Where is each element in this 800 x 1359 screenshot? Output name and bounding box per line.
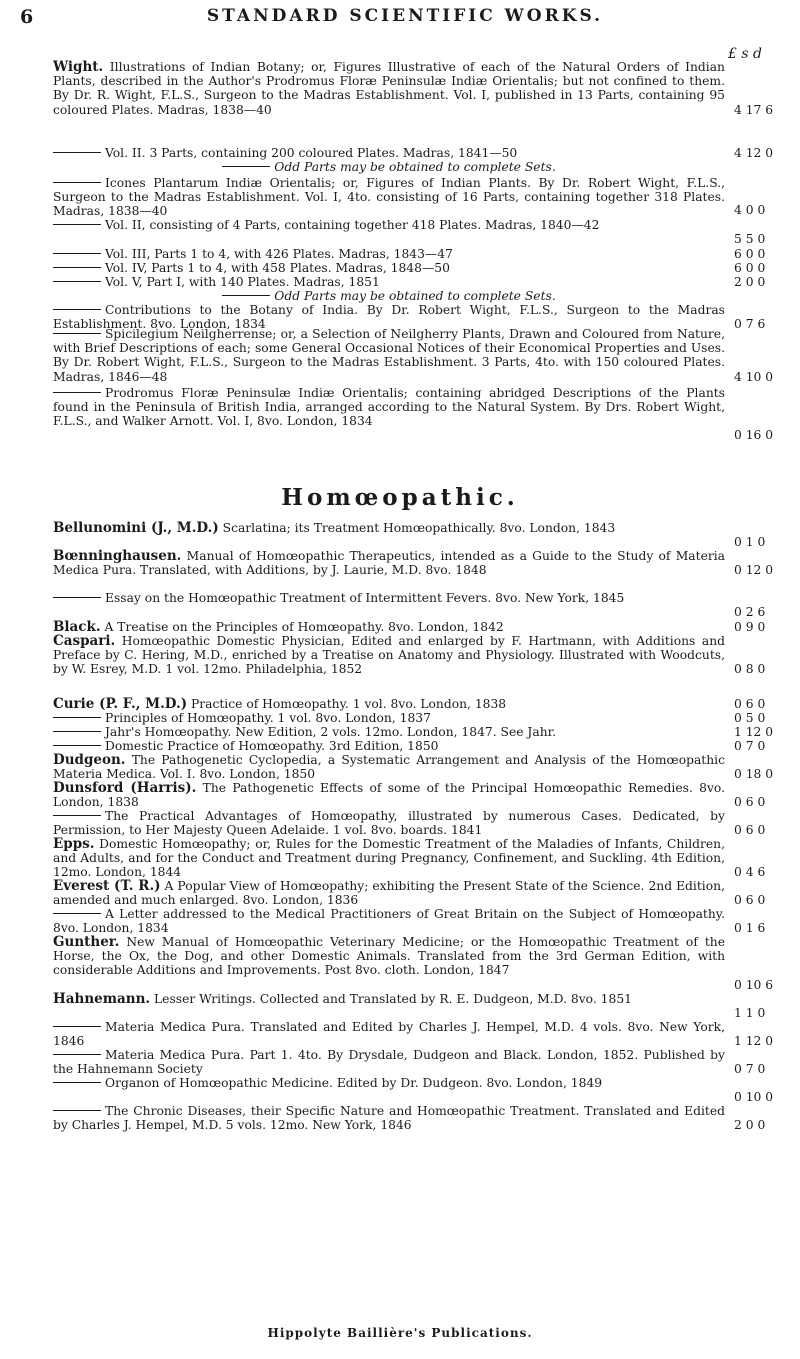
entry-price: 0 6 0: [734, 893, 766, 907]
catalogue-entry: [53, 879, 725, 907]
entry-text: Contributions to the Botany of India. By Dr. Robert Wight, F.L.S., Surgeon to the Madras Establishment. 8vo. London, 1834: [53, 303, 725, 332]
ditto-rule: [53, 1054, 101, 1055]
entry-price: 6 0 0: [734, 261, 766, 275]
catalogue-entry: [53, 176, 725, 219]
entry-price: 0 6 0: [734, 823, 766, 837]
entry-text: Organon of Homœopathic Medicine. Edited by Dr. Dudgeon. 8vo. London, 1849: [105, 1076, 603, 1090]
entry-price: 0 12 0: [734, 563, 774, 577]
entry-author: Everest (T. R.): [53, 878, 161, 894]
entry-text: Manual of Homœopathic Therapeutics, intended as a Guide to the Study of Materia Medica Pura. Translated, with Additions, by J. Laurie, M.D. 8vo. 1848: [53, 549, 725, 578]
entry-price: 2 0 0: [734, 275, 766, 289]
ditto-rule: [53, 182, 101, 183]
currency-header: £ s d: [728, 46, 762, 62]
entry-text: Lesser Writings. Collected and Translated by R. E. Dudgeon, M.D. 8vo. 1851: [154, 992, 632, 1006]
ditto-rule: [53, 253, 101, 254]
section-title: Homœopathic.: [281, 484, 519, 511]
ditto-rule: [53, 745, 101, 746]
catalogue-entry: [53, 620, 725, 634]
entry-price: 0 10 6: [734, 978, 774, 992]
entry-text: A Popular View of Homœopathy; exhibiting the Present State of the Science. 2nd Edition, amended and much enlarged. 8vo. London, 1836: [53, 879, 725, 908]
entry-price: 0 10 0: [734, 1090, 774, 1104]
catalogue-entry: [53, 809, 725, 837]
catalogue-entry: [53, 753, 725, 781]
entry-price: 6 0 0: [734, 247, 766, 261]
ditto-rule: [53, 152, 101, 153]
catalogue-entry: [53, 591, 725, 605]
ditto-rule: [53, 815, 101, 816]
entry-author: Gunther.: [53, 934, 120, 950]
catalogue-entry: [53, 160, 725, 174]
ditto-rule: [53, 731, 101, 732]
entry-price: 2 0 0: [734, 1118, 766, 1132]
catalogue-entry: [53, 697, 725, 711]
entry-text: Vol. II. 3 Parts, containing 200 coloured Plates. Madras, 1841—50: [105, 146, 518, 160]
entry-text: Scarlatina; its Treatment Homœopathically. 8vo. London, 1843: [222, 521, 616, 535]
ditto-rule: [222, 166, 270, 167]
catalogue-entry: [53, 739, 725, 753]
running-head: STANDARD SCIENTIFIC WORKS.: [206, 6, 604, 26]
ditto-rule: [222, 295, 270, 296]
entry-price: 4 10 0: [734, 370, 774, 384]
entry-price: 0 2 6: [734, 605, 766, 619]
ditto-rule: [53, 333, 101, 334]
ditto-rule: [53, 717, 101, 718]
catalogue-entry: [53, 386, 725, 429]
entry-text: Domestic Practice of Homœopathy. 3rd Edition, 1850: [105, 739, 439, 753]
entry-text: The Pathogenetic Cyclopedia, a Systematic Arrangement and Analysis of the Homœopathic Materia Medica. Vol. I. 8vo. London, 1850: [53, 753, 725, 782]
entry-text: The Chronic Diseases, their Specific Nature and Homœopathic Treatment. Translated and Edited by Charles J. Hempel, M.D. 5 vols. 12mo. New York, 1846: [53, 1104, 725, 1133]
entry-price: 1 12 0: [734, 1034, 774, 1048]
entry-author: Dunsford (Harris).: [53, 780, 197, 796]
entry-text: Principles of Homœopathy. 1 vol. 8vo. London, 1837: [105, 711, 431, 725]
ditto-rule: [53, 1110, 101, 1111]
catalogue-entry: [53, 725, 725, 739]
catalogue-entry: [53, 634, 725, 677]
entry-author: Curie (P. F., M.D.): [53, 696, 188, 712]
entry-price: 0 4 6: [734, 865, 766, 879]
entry-price: 4 0 0: [734, 203, 766, 217]
catalogue-entry: [53, 549, 725, 577]
catalogue-entry: [53, 711, 725, 725]
catalogue-entry: [53, 935, 725, 978]
ditto-rule: [53, 224, 101, 225]
entry-text: Vol. II, consisting of 4 Parts, containing together 418 Plates. Madras, 1840—42: [105, 218, 600, 232]
entry-price: 4 17 6: [734, 103, 774, 117]
page-number: 6: [20, 6, 34, 28]
entry-text: New Manual of Homœopathic Veterinary Medicine; or the Homœopathic Treatment of the Horse, the Ox, the Dog, and other Domestic Animals. Translated from the 3rd German Edition, with considerable Additions and Improvements. Post 8vo. cloth. London, 1847: [53, 935, 725, 978]
entry-text: Practice of Homœopathy. 1 vol. 8vo. London, 1838: [191, 697, 507, 711]
catalogue-entry: [53, 1104, 725, 1132]
entry-author: Bellunomini (J., M.D.): [53, 520, 219, 536]
entry-price: 0 7 6: [734, 317, 766, 331]
entry-price: 0 6 0: [734, 795, 766, 809]
entry-price: 0 18 0: [734, 767, 774, 781]
entry-price: 0 7 0: [734, 1062, 766, 1076]
entry-text: The Pathogenetic Effects of some of the Principal Homœopathic Remedies. 8vo. London, 1838: [53, 781, 726, 810]
entry-text: Essay on the Homœopathic Treatment of Intermittent Fevers. 8vo. New York, 1845: [105, 591, 625, 605]
entry-price: 0 8 0: [734, 662, 766, 676]
entry-text: Domestic Homœopathy; or, Rules for the Domestic Treatment of the Maladies of Infants, Children, and Adults, and for the Conduct and Treatment during Pregnancy, Confinement, and Suckling. 4th Edition, 12mo. London, 1844: [53, 837, 725, 880]
entry-text: Vol. IV, Parts 1 to 4, with 458 Plates. Madras, 1848—50: [105, 261, 450, 275]
catalogue-entry: [53, 1020, 725, 1048]
entry-price: 0 6 0: [734, 697, 766, 711]
entry-price: 0 16 0: [734, 428, 774, 442]
ditto-rule: [53, 309, 101, 310]
entry-text: Vol. III, Parts 1 to 4, with 426 Plates. Madras, 1843—47: [105, 247, 453, 261]
entry-text: Materia Medica Pura. Part 1. 4to. By Drysdale, Dudgeon and Black. London, 1852. Published by the Hahnemann Society: [53, 1048, 725, 1077]
entry-price: 0 5 0: [734, 711, 766, 725]
catalogue-entry: [53, 146, 725, 160]
entry-price: 1 12 0: [734, 725, 774, 739]
catalogue-entry: [53, 218, 725, 232]
entry-text: Illustrations of Indian Botany; or, Figures Illustrative of each of the Natural Orders of Indian Plants, described in the Author's Prodromus Floræ Peninsulæ Indiæ Orientalis; but not confined to them. By Dr. R. Wight, F.L.S., Surgeon to the Madras Establishment. Vol. I, published in 13 Parts, containing 95 coloured Plates. Madras, 1838—40: [53, 60, 725, 117]
entry-price: 0 1 0: [734, 535, 766, 549]
entry-author: Epps.: [53, 836, 95, 852]
catalogue-entry: [53, 781, 725, 809]
ditto-rule: [53, 1082, 101, 1083]
entry-text: Materia Medica Pura. Translated and Edited by Charles J. Hempel, M.D. 4 vols. 8vo. New York, 1846: [53, 1020, 725, 1049]
page-footer: Hippolyte Baillière's Publications.: [267, 1326, 533, 1340]
ditto-rule: [53, 281, 101, 282]
ditto-rule: [53, 913, 101, 914]
entry-author: Caspari.: [53, 633, 116, 649]
catalogue-entry: [53, 521, 725, 535]
entry-price: 5 5 0: [734, 232, 766, 246]
entry-author: Wight.: [53, 59, 104, 75]
entry-price: 4 12 0: [734, 146, 774, 160]
catalogue-entry: [53, 275, 725, 289]
ditto-rule: [53, 267, 101, 268]
entry-text: Vol. V, Part I, with 140 Plates. Madras, 1851: [105, 275, 380, 289]
entry-text: Prodromus Floræ Peninsulæ Indiæ Orientalis; containing abridged Descriptions of the Plants found in the Peninsula of British India, arranged according to the Natural System. By Drs. Robert Wight, F.L.S., and Walker Arnott. Vol. I, 8vo. London, 1834: [53, 386, 725, 429]
ditto-rule: [53, 1026, 101, 1027]
entry-author: Dudgeon.: [53, 752, 126, 768]
catalogue-entry: [53, 261, 725, 275]
entry-text: Spicilegium Neilgherrense; or, a Selection of Neilgherry Plants, Drawn and Coloured from Nature, with Brief Descriptions of each; some General Occasional Notices of their Economical Properties and Uses. By Dr. Robert Wight, F.L.S., Surgeon to the Madras Establishment. 3 Parts, 4to. with 150 coloured Plates. Madras, 1846—48: [53, 327, 725, 384]
catalogue-entry: [53, 992, 725, 1006]
entry-price: 1 1 0: [734, 1006, 766, 1020]
catalogue-entry: [53, 289, 725, 303]
entry-price: 0 7 0: [734, 739, 766, 753]
catalogue-entry: [53, 247, 725, 261]
entry-author: Black.: [53, 619, 101, 635]
ditto-rule: [53, 597, 101, 598]
entry-text: Icones Plantarum Indiæ Orientalis; or, Figures of Indian Plants. By Dr. Robert Wight, F.L.S., Surgeon to the Madras Establishment. Vol. I, 4to. consisting of 16 Parts, containing together 318 Plates. Madras, 1838—40: [53, 176, 725, 219]
catalogue-entry: [53, 327, 725, 384]
catalogue-entry: [53, 1048, 725, 1076]
catalogue-entry: [53, 837, 725, 880]
entry-text: The Practical Advantages of Homœopathy, illustrated by numerous Cases. Dedicated, by Permission, to Her Majesty Queen Adelaide. 1 vol. 8vo. boards. 1841: [53, 809, 725, 838]
entry-author: Bœnninghausen.: [53, 548, 182, 564]
entry-price: 0 9 0: [734, 620, 766, 634]
entry-price: 0 1 6: [734, 921, 766, 935]
catalogue-entry: [53, 907, 725, 935]
entry-text: Jahr's Homœopathy. New Edition, 2 vols. 12mo. London, 1847. See Jahr.: [105, 725, 557, 739]
entry-text: Odd Parts may be obtained to complete Sets.: [274, 160, 556, 174]
catalogue-entry: [53, 60, 725, 117]
entry-text: A Treatise on the Principles of Homœopathy. 8vo. London, 1842: [104, 620, 504, 634]
ditto-rule: [53, 392, 101, 393]
catalogue-entry: [53, 1076, 725, 1090]
entry-author: Hahnemann.: [53, 991, 151, 1007]
entry-text: A Letter addressed to the Medical Practitioners of Great Britain on the Subject of Homœopathy. 8vo. London, 1834: [53, 907, 725, 936]
entry-text: Homœopathic Domestic Physician, Edited and enlarged by F. Hartmann, with Additions and Preface by C. Hering, M.D., enriched by a Treatise on Anatomy and Physiology. Illustrated with Woodcuts, by W. Esrey, M.D. 1 vol. 12mo. Philadelphia, 1852: [53, 634, 725, 677]
entry-text: Odd Parts may be obtained to complete Sets.: [274, 289, 556, 303]
